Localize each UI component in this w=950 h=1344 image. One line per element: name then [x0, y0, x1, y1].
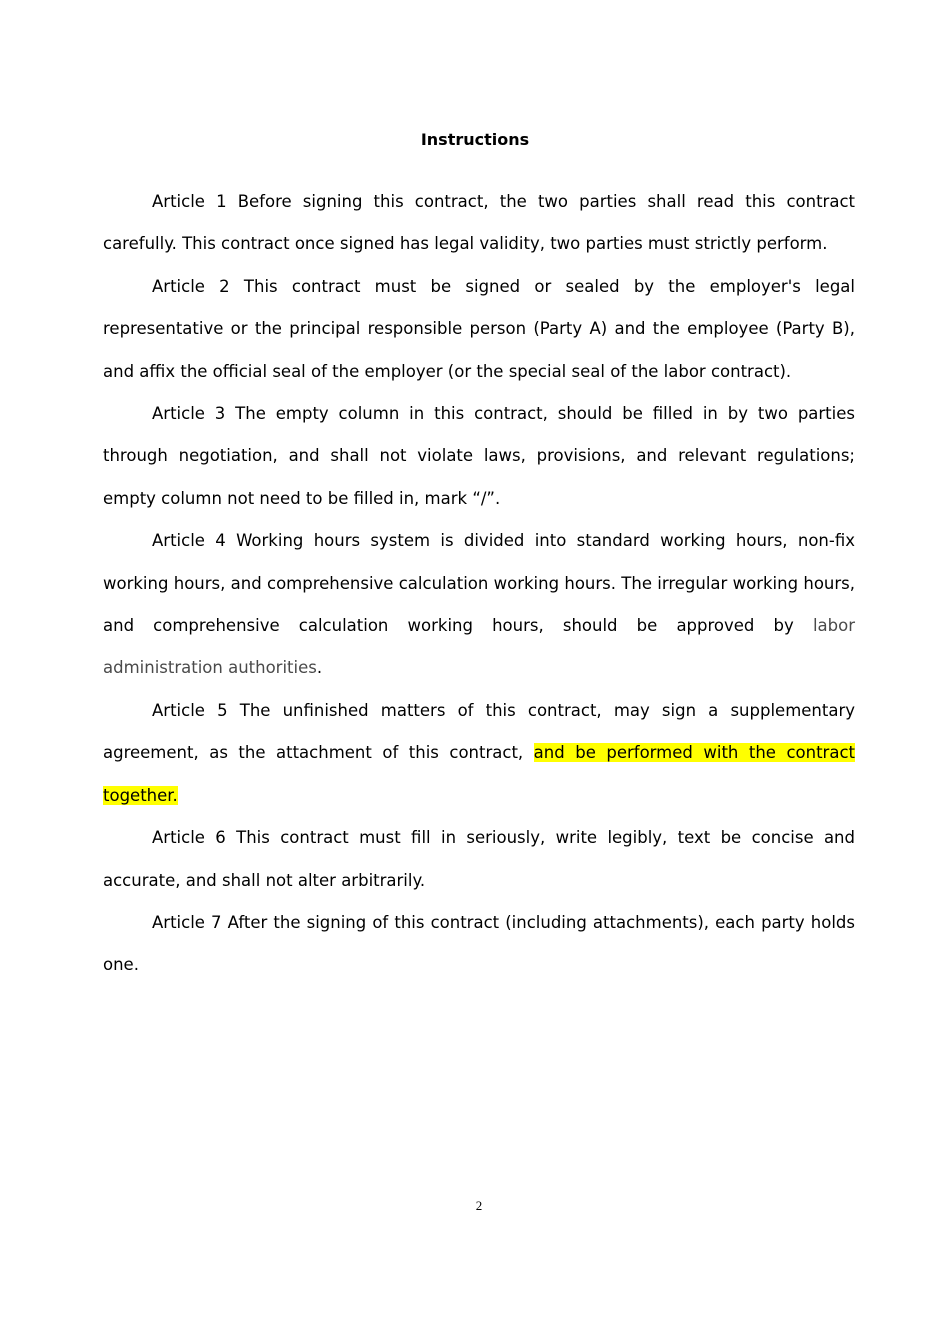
- article-5-text: Article 5 The unfinished matters of this contract, may sign a supplementary agreement, as the attachment of this contract,: [103, 700, 855, 763]
- article-4: [103, 520, 855, 690]
- article-4-end: .: [316, 658, 323, 678]
- article-1: Article 1 Before signing this contract, the two parties shall read this contract carefully. This contract once signed has legal validity, two parties must strictly perform.: [103, 192, 855, 254]
- article-5: [103, 690, 855, 817]
- article-5-highlighted-text: and be performed with the contract together.: [103, 743, 855, 805]
- article-3: Article 3 The empty column in this contract, should be filled in by two parties through negotiation, and shall not violate laws, provisions, and relevant regulations; empty column not need to be filled in, mark “/”.: [103, 404, 855, 508]
- article-4-muted-text: labor administration authorities: [103, 616, 855, 678]
- article-6: Article 6 This contract must fill in seriously, write legibly, text be concise and accurate, and shall not alter arbitrarily.: [103, 828, 855, 890]
- page-number: 2: [475, 1198, 483, 1213]
- article-7: Article 7 After the signing of this contract (including attachments), each party holds one.: [103, 912, 855, 975]
- article-4-text: Article 4 Working hours system is divided into standard working hours, non-fix working hours, and comprehensive calculation working hours. The irregular working hours, and comprehensive calculation working hours, should be approved by: [103, 531, 855, 636]
- articles-list: [103, 181, 855, 987]
- page-title: Instructions: [420, 130, 530, 149]
- article-2: Article 2 This contract must be signed or sealed by the employer's legal representative or the principal responsible person (Party A) and the employee (Party B), and affix the official seal of the employer (or the special seal of the labor contract).: [103, 276, 855, 381]
